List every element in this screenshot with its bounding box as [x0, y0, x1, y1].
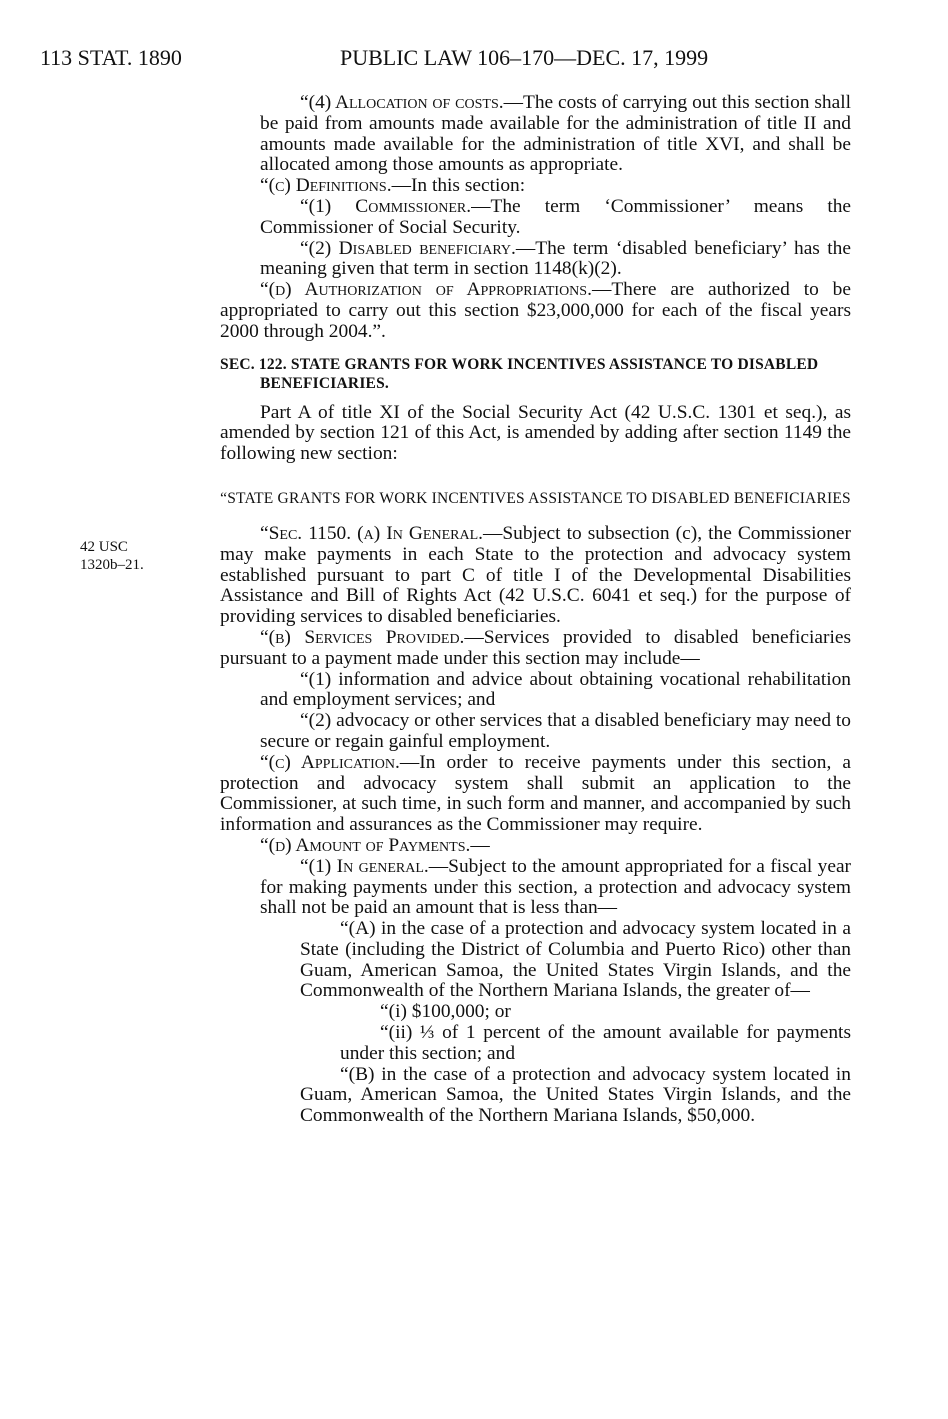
paragraph-amount-in-general	[220, 857, 851, 919]
margin-citation-line1: 42 USC	[80, 539, 128, 555]
body-text	[220, 93, 851, 1127]
paragraph-label: “(4) Allocation of costs.	[300, 92, 504, 113]
paragraph-text: —Subject to subsection (c), the Commissioner may make payments in each State to the protection and advocacy system established pursuant to part C of title I of the Developmental Disabilities Assistance and Bill of Rights Act (42 U.S.C. 6041 et seq.) for the purpose of providing services to disabled beneficiaries.	[220, 522, 851, 628]
paragraph-label: “(1) Commissioner.	[300, 195, 472, 217]
paragraph-label: “Sec. 1150. (a) In General.	[260, 522, 483, 544]
paragraph-services-provided	[220, 628, 851, 670]
paragraph-authorization	[220, 280, 851, 342]
section-heading: SEC. 122. STATE GRANTS FOR WORK INCENTIVES ASSISTANCE TO DISABLED BENEFICIARIES.	[220, 355, 819, 392]
paragraph-label: “(d) Amount of Payments.	[260, 834, 471, 856]
paragraph-text: —In this section:	[391, 175, 526, 197]
paragraph-text: —In order to receive payments under this section, a protection and advocacy system shall submit an application to the Commissioner, at such time, in such form and manner, and accompanied by such information and assurances as the Commissioner may require.	[220, 751, 851, 836]
margin-citation	[80, 538, 190, 574]
paragraph-label: “(b) Services Provided.	[260, 626, 465, 648]
paragraph-label: “(d) Authorization of Appropriations.	[260, 279, 592, 301]
page-ref: 113 STAT. 1890	[40, 45, 182, 70]
paragraph-text: —Subject to the amount appropriated for a fiscal year for making payments under this section, a protection and advocacy system shall not be paid an amount that is less than—	[260, 855, 852, 919]
paragraph-text: —The costs of carrying out this section shall be paid from amounts made available for the administration of title II and amounts made available for the administration of title XVI, and shall be allocated among those amounts as appropriate.	[260, 92, 851, 176]
paragraph-commissioner	[220, 197, 851, 239]
paragraph-definitions	[220, 176, 851, 197]
paragraph-service-2: “(2) advocacy or other services that a disabled beneficiary may need to secure or regain gainful employment.	[260, 710, 851, 752]
paragraph-text: —The term ‘Commissioner’ means the Commissioner of Social Security.	[260, 195, 852, 238]
paragraph-service-1: “(1) information and advice about obtaining vocational rehabilitation and employment services; and	[260, 668, 851, 711]
paragraph-amount-of-payments	[220, 836, 851, 857]
paragraph-clause-a-ii: “(ii) ⅓ of 1 percent of the amount available for payments under this section; and	[340, 1022, 851, 1064]
paragraph-application	[220, 753, 851, 836]
margin-citation-line2: 1320b–21.	[80, 557, 144, 573]
paragraph-clause-a: “(A) in the case of a protection and advocacy system located in a State (including the District of Columbia and Puerto Rico) other than Guam, American Samoa, the United States Virgin Islands, and the Commonwealth of the Northern Mariana Islands, the greater of—	[300, 918, 851, 1002]
paragraph-amendment-intro: Part A of title XI of the Social Security Act (42 U.S.C. 1301 et seq.), as amended by section 121 of this Act, is amended by adding after section 1149 the following new section:	[220, 401, 851, 465]
paragraph-label: “(c) Application.	[260, 751, 400, 773]
paragraph-text: —The term ‘disabled beneficiary’ has the meaning given that term in section 1148(k)(2).	[260, 237, 851, 280]
law-ref: PUBLIC LAW 106–170—DEC. 17, 1999	[340, 45, 709, 70]
paragraph-label: “(c) Definitions.	[260, 175, 392, 197]
paragraph-in-general	[220, 524, 851, 628]
section-title-centered: “STATE GRANTS FOR WORK INCENTIVES ASSISTANCE TO DISABLED BENEFICIARIES	[220, 489, 851, 507]
paragraph-text: —	[470, 834, 490, 856]
paragraph-label: “(1) In general.	[300, 855, 429, 877]
paragraph-label: “(2) Disabled beneficiary.	[300, 237, 516, 259]
paragraph-disabled-beneficiary	[220, 239, 851, 281]
paragraph-text: —There are authorized to be appropriated to carry out this section $23,000,000 for each of the fiscal years 2000 through 2004.”.	[220, 279, 851, 342]
paragraph-text: —Services provided to disabled beneficiaries pursuant to a payment made under this section may include—	[220, 626, 851, 669]
paragraph-clause-a-i: “(i) $100,000; or	[380, 1001, 511, 1023]
paragraph-allocation-of-costs	[220, 93, 851, 176]
paragraph-clause-b: “(B) in the case of a protection and advocacy system located in Guam, American Samoa, the United States Virgin Islands, and the Commonwealth of the Northern Mariana Islands, $50,000.	[300, 1063, 851, 1127]
